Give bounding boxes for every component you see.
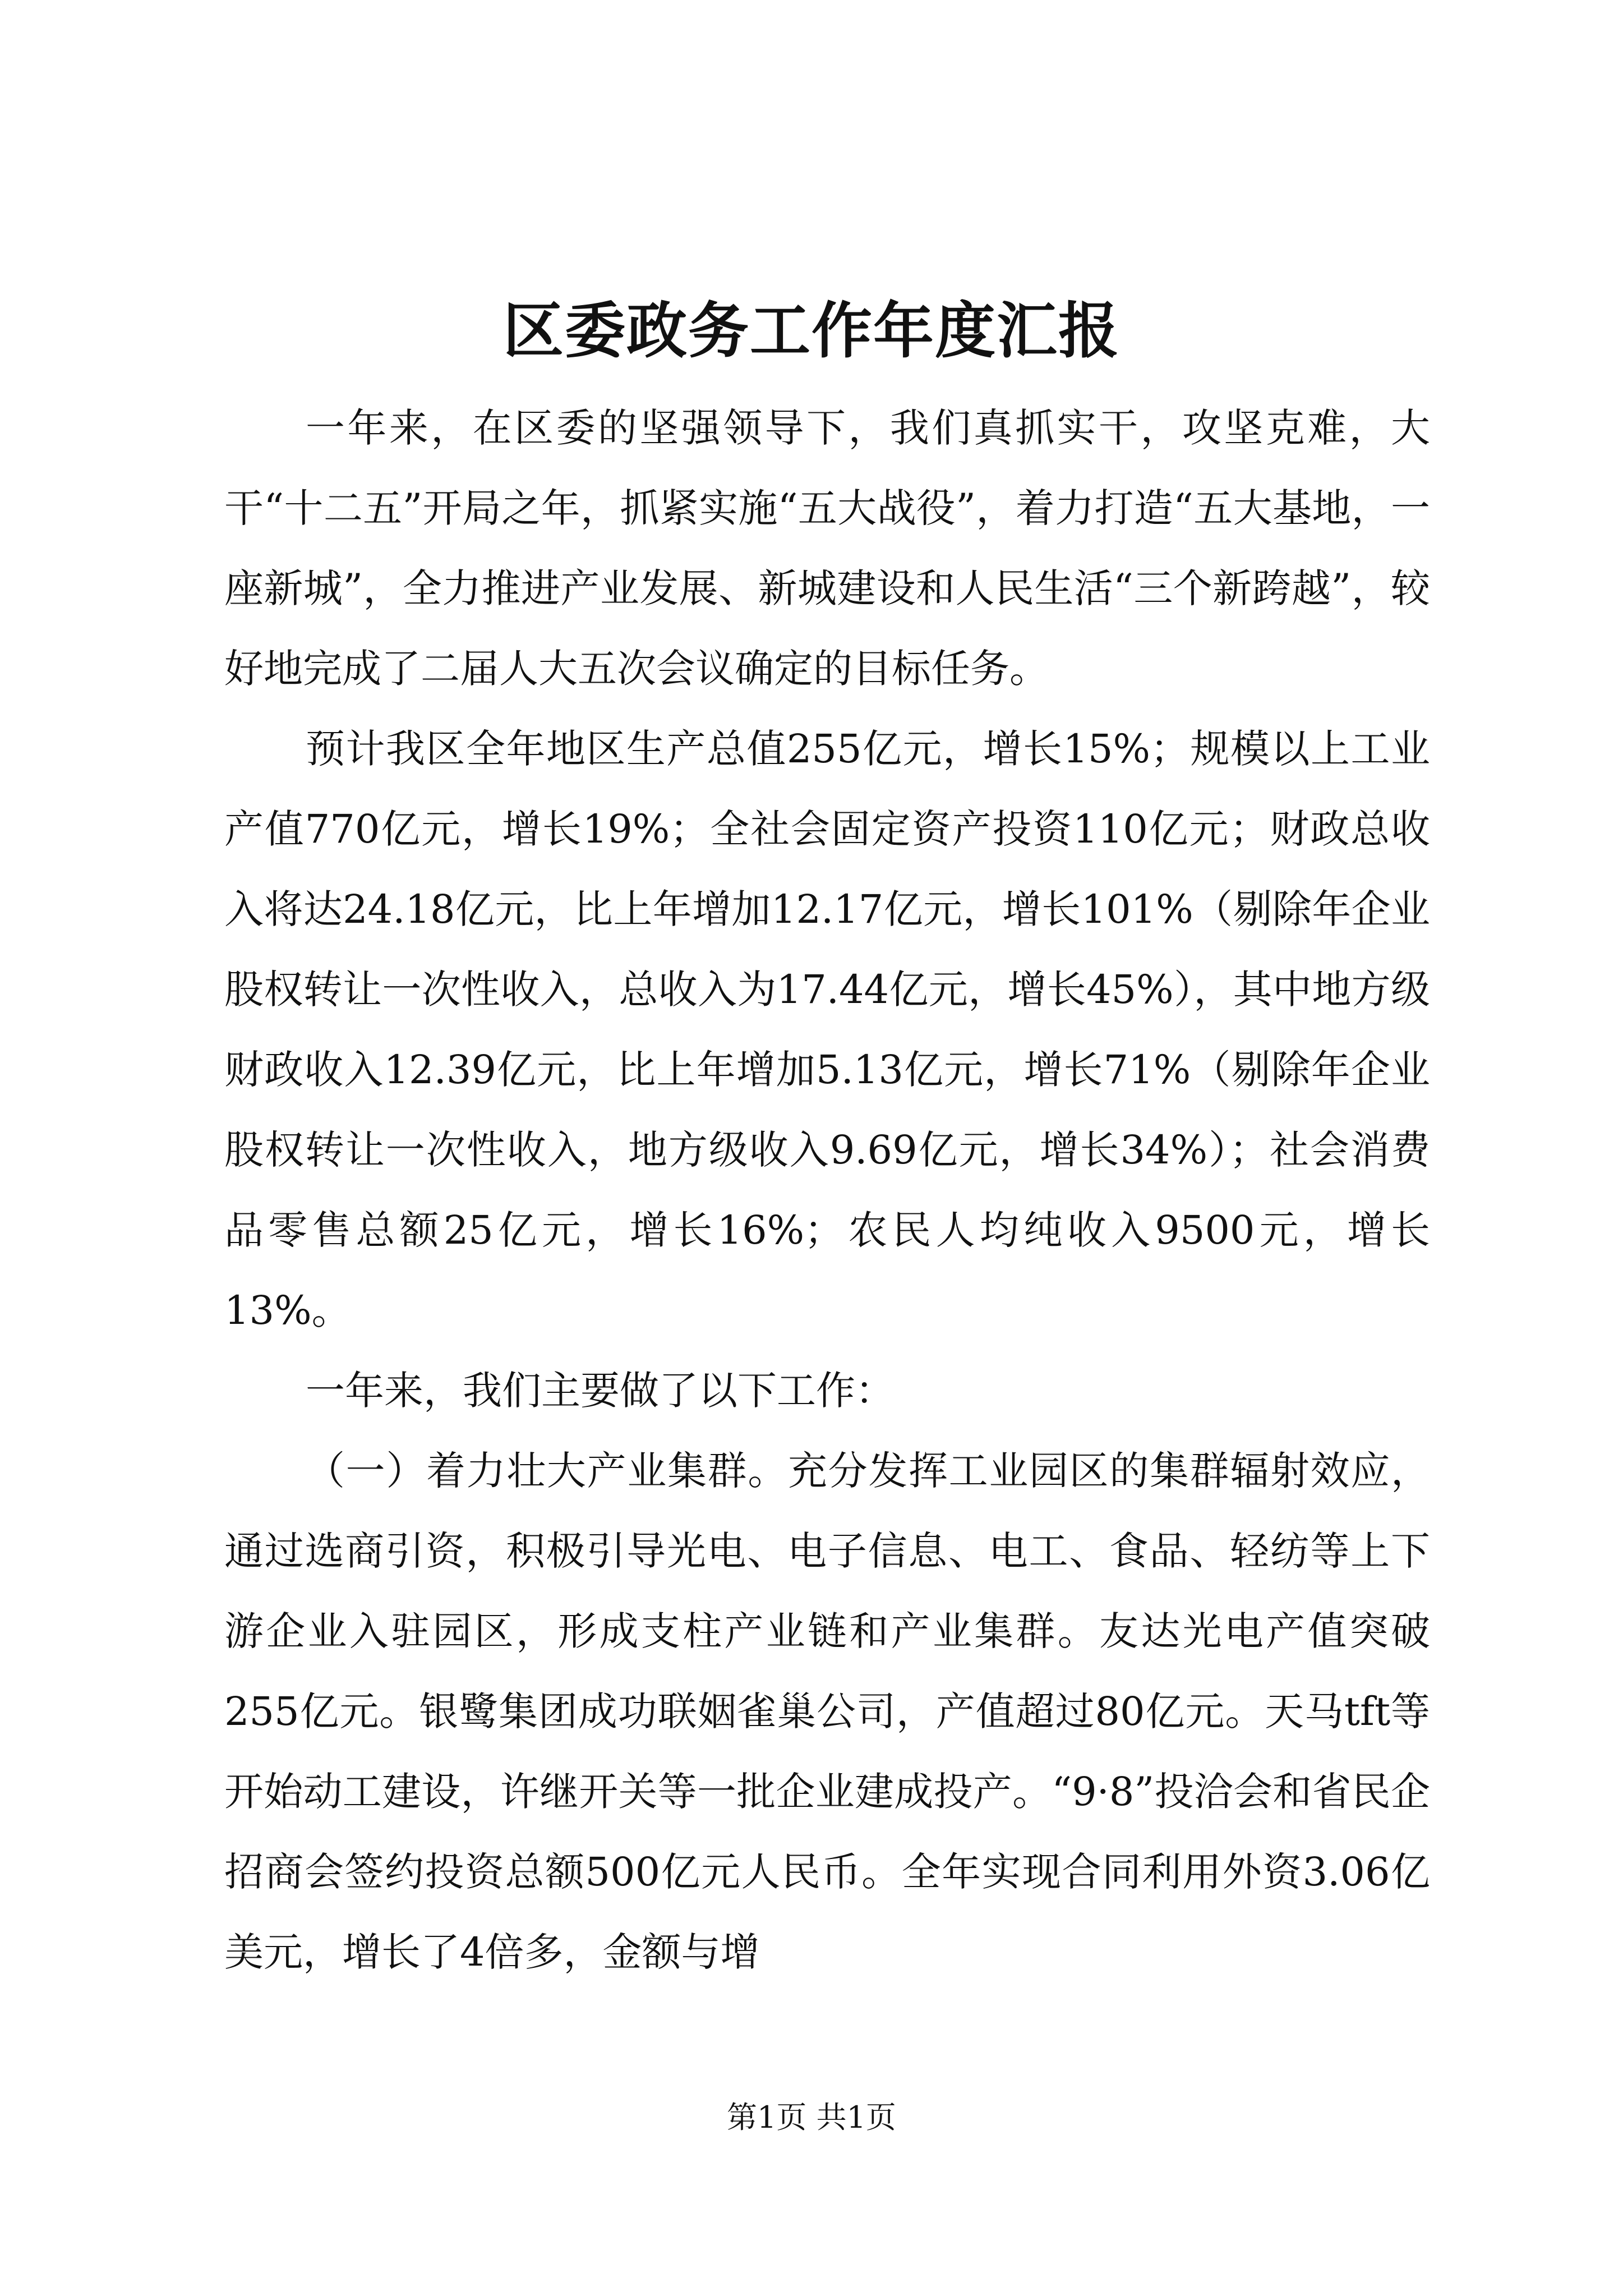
document-title: 区委政务工作年度汇报 (502, 296, 1120, 366)
page-footer (0, 2098, 1623, 2137)
paragraph-intro: 一年来，在区委的坚强领导下，我们真抓实干，攻坚克难，大干“十二五”开局之年，抓紧实施“五大战役”，着力打造“五大基地，一座新城”，全力推进产业发展、新城建设和人民生活“三个新跨越”，较好地完成了二届人大五次会议确定的目标任务。 (224, 405, 1430, 692)
paragraph-work-summary: 一年来，我们主要做了以下工作： (306, 1368, 895, 1414)
paragraph-statistics: 预计我区全年地区生产总值255亿元，增长15%；规模以上工业产值770亿元，增长19%；全社会固定资产投资110亿元；财政总收入将达24.18亿元，比上年增加12.17亿元，增长101%（剔除年企业股权转让一次性收入，总收入为17.44亿元，增长45%），其中地方级财政收入12.39亿元，比上年增加5.13亿元，增长71%（剔除年企业股权转让一次性收入，地方级收入9.69亿元，增长34%）；社会消费品零售总额25亿元，增长16%；农民人均纯收入9500元，增长13%。 (224, 726, 1430, 1333)
document-body (224, 388, 1430, 1993)
page-number-label: 第1页 共1页 (727, 2100, 896, 2135)
paragraph-section-one: （一）着力壮大产业集群。充分发挥工业园区的集群辐射效应，通过选商引资，积极引导光电、电子信息、电工、食品、轻纺等上下游企业入驻园区，形成支柱产业链和产业集群。友达光电产值突破255亿元。银鹭集团成功联姻雀巢公司，产值超过80亿元。天马tft等开始动工建设，许继开关等一批企业建成投产。“9·8”投洽会和省民企招商会签约投资总额500亿元人民币。全年实现合同利用外资3.06亿美元，增长了4倍多，金额与增 (224, 1448, 1430, 1975)
